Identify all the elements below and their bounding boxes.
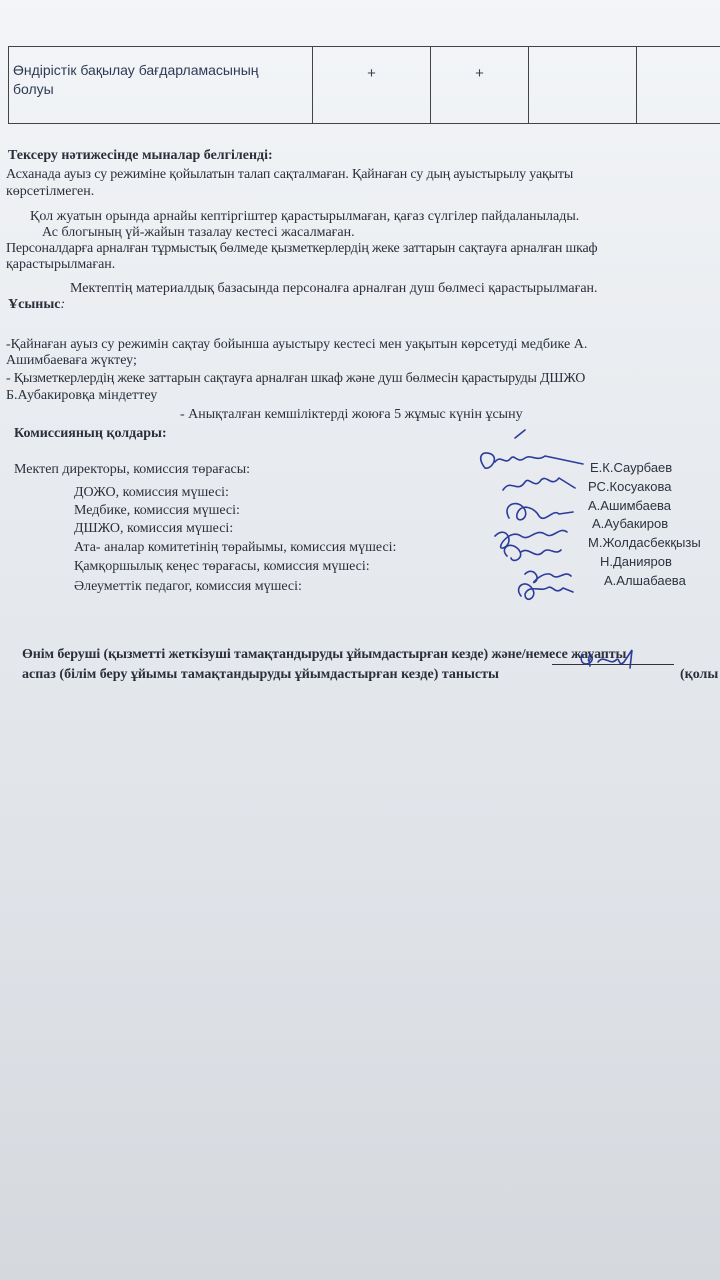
member-name: Н.Данияров: [600, 554, 672, 569]
member-role: Мектеп директоры, комиссия төрағасы:: [14, 462, 251, 477]
results-line: көрсетілмеген.: [6, 184, 95, 199]
member-role: Қамқоршылық кеңес төрағасы, комиссия мүшесі:: [74, 559, 370, 574]
member-role: Медбике, комиссия мүшесі:: [74, 503, 240, 518]
results-heading: Тексеру нәтижесінде мыналар белгіленді:: [8, 148, 273, 163]
member-role: Ата- аналар комитетінің төрайымы, комиссия мүшесі:: [74, 540, 397, 555]
results-line: Асханада ауыз су режиміне қойылатын талап сақталмаған. Қайнаған су дың ауыстырылу уақыты: [6, 167, 574, 182]
recommendation-colon: :: [60, 297, 66, 312]
member-name: М.Жолдасбекқызы: [588, 535, 701, 550]
member-name: А.Алшабаева: [604, 573, 686, 588]
recommendation-line: Ашимбаеваға жүктеу;: [6, 353, 137, 368]
member-name: А.Ашимбаева: [588, 498, 672, 513]
member-role: Әлеуметтік педагог, комиссия мүшесі:: [74, 579, 302, 594]
commission-signatures-image: [455, 428, 605, 608]
control-table: [8, 46, 720, 124]
table-plus-1: +: [367, 65, 376, 82]
table-cell-col4: [637, 47, 720, 123]
results-line: Мектептің материалдық базасында персоналға арналған душ бөлмесі қарастырылмаған.: [70, 281, 598, 296]
recommendation-line: - Қызметкерлердің жеке заттарын сақтауға арналған шкаф және душ бөлмесін қарастыруды ДШЖО: [6, 371, 586, 386]
results-line: Персоналдарға арналған тұрмыстық бөлмеде қызметкерлердің жеке заттарын сақтауға арналған шкаф: [6, 241, 598, 256]
recommendation-title: Ұсыныс: [8, 297, 61, 312]
member-name: РС.Косуакова: [588, 479, 672, 494]
results-line: Ас блогының үй-жайын тазалау кестесі жасалмаған.: [42, 225, 355, 240]
table-cell-col1: [313, 47, 431, 123]
table-plus-2: +: [475, 65, 484, 82]
footer-line-1: Өнім беруші (қызметті жеткізуші тамақтандыруды ұйымдастырған кезде) және/немесе жауапты: [22, 647, 627, 662]
recommendation-line: Б.Аубакировқа міндеттеу: [6, 388, 158, 403]
footer-line-2: аспаз (білім беру ұйымы тамақтандыруды ұйымдастырған кезде) танысты: [22, 667, 499, 682]
member-role: ДШЖО, комиссия мүшесі:: [74, 521, 234, 536]
commission-heading: Комиссияның қолдары:: [14, 426, 167, 441]
table-cell-col3: [529, 47, 637, 123]
recommendation-line: -Қайнаған ауыз су режимін сақтау бойынша ауыстыру кестесі мен уақытын көрсетуді медбике А.: [6, 337, 588, 352]
recommendation-line: - Анықталған кемшіліктерді жоюға 5 жұмыс күнін ұсыну: [180, 407, 523, 422]
table-cell-label: [8, 47, 313, 123]
recommendation-heading: [8, 296, 65, 313]
member-name: Е.К.Саурбаев: [590, 460, 673, 475]
member-name: А.Аубакиров: [592, 516, 669, 531]
footer-signature-image: [560, 636, 660, 676]
footer-line-2-end: (қолы: [680, 667, 719, 682]
table-row-label: Өндірістік бақылау бағдарламасының болуы: [13, 62, 259, 97]
results-line: Қол жуатын орында арнайы кептіргіштер қарастырылмаған, қағаз сүлгілер пайдаланылады.: [30, 209, 580, 224]
results-line: қарастырылмаған.: [6, 257, 116, 272]
table-cell-col2: [431, 47, 529, 123]
member-role: ДОЖО, комиссия мүшесі:: [74, 485, 229, 500]
